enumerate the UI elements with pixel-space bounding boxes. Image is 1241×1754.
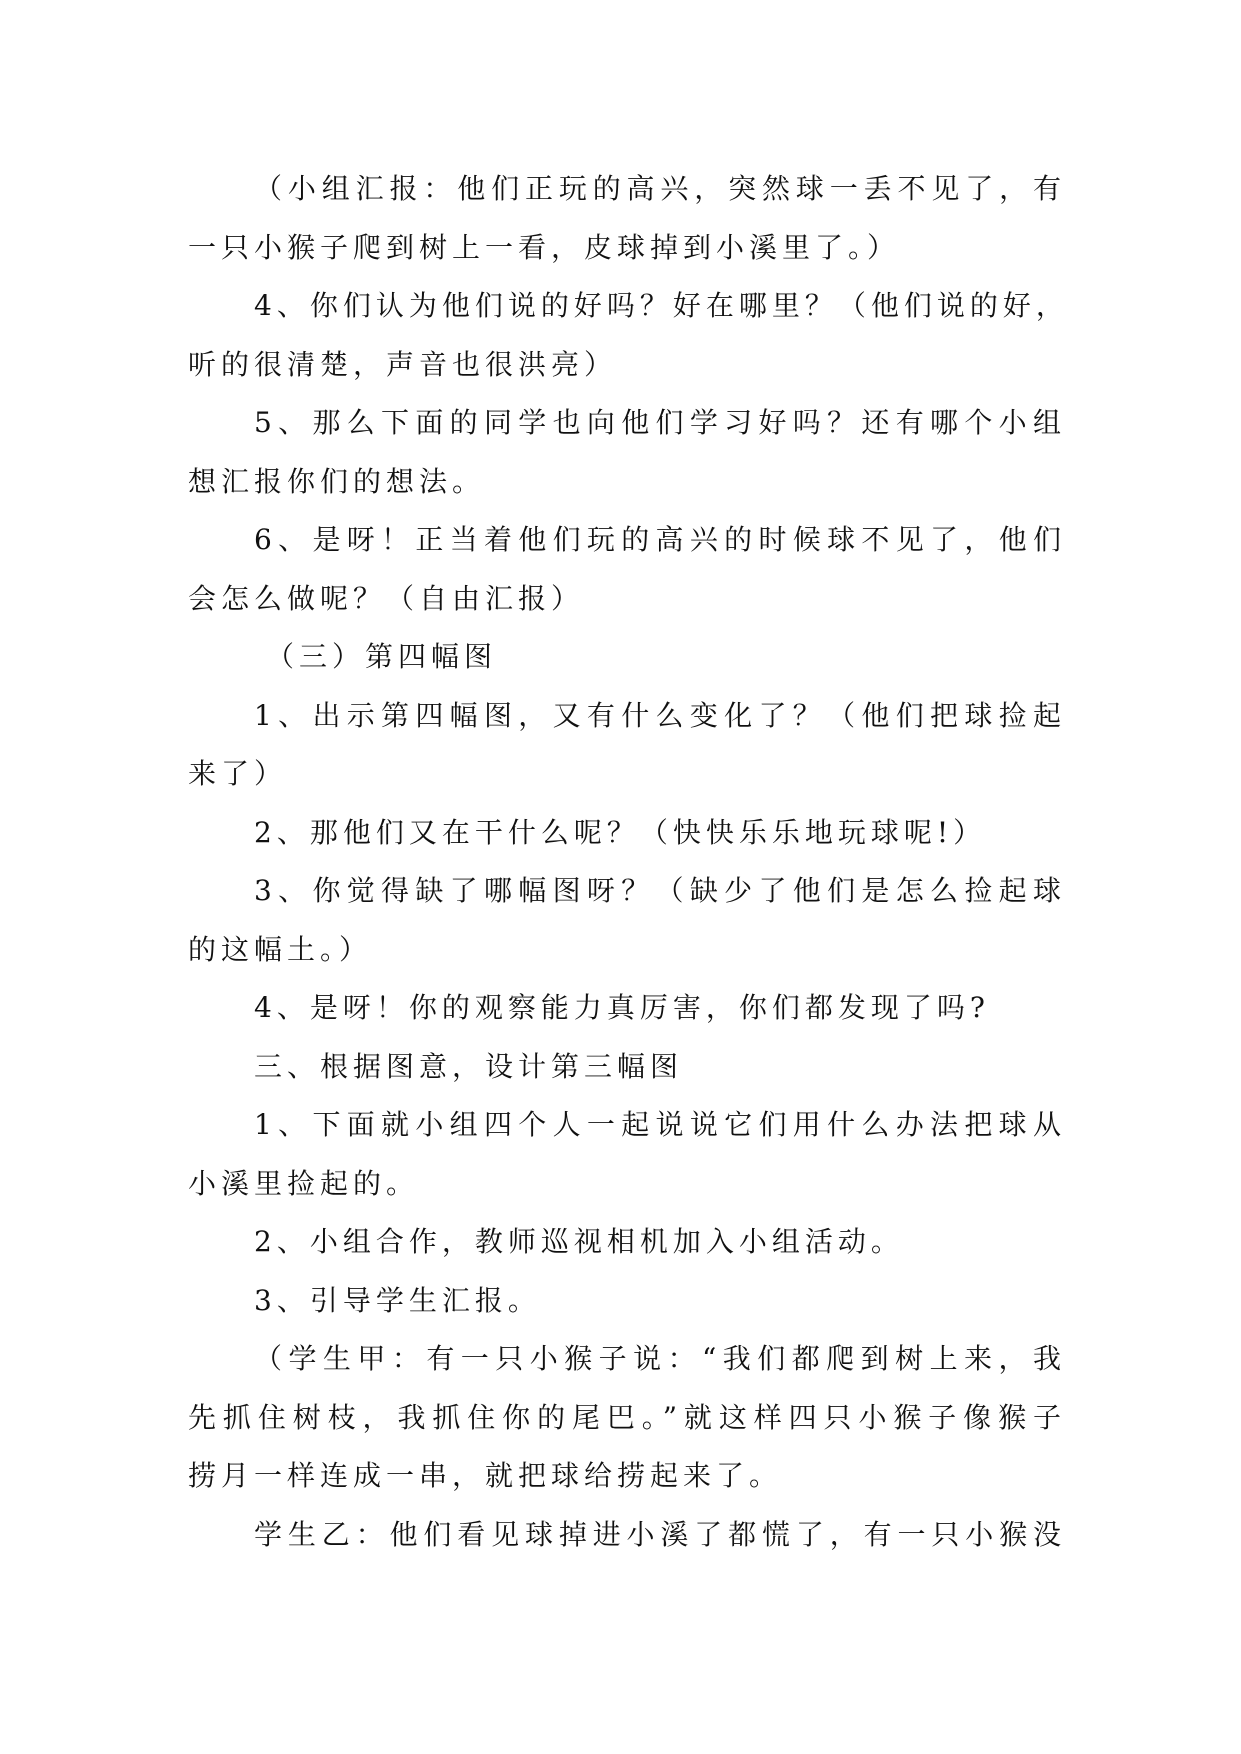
section-heading: 三、根据图意，设计第三幅图 bbox=[254, 1049, 684, 1083]
paragraph-line: 1、下面就小组四个人一起说说它们用什么办法把球从 bbox=[254, 1108, 1066, 1141]
paragraph-line: 6、是呀！正当着他们玩的高兴的时候球不见了，他们 bbox=[254, 523, 1066, 556]
paragraph-line: （学生甲：有一只小猴子说：“我们都爬到树上来，我 bbox=[254, 1342, 1066, 1375]
paragraph-line: 3、引导学生汇报。 bbox=[254, 1283, 541, 1317]
paragraph-line: 2、那他们又在干什么呢？（快快乐乐地玩球呢!） bbox=[254, 815, 987, 849]
paragraph-line: 想汇报你们的想法。 bbox=[188, 464, 486, 498]
paragraph-line: 会怎么做呢？（自由汇报） bbox=[188, 581, 585, 615]
paragraph-line: （小组汇报：他们正玩的高兴，突然球一丢不见了，有 bbox=[254, 172, 1066, 205]
paragraph-line: 5、那么下面的同学也向他们学习好吗？还有哪个小组 bbox=[254, 406, 1066, 439]
paragraph-line: 学生乙：他们看见球掉进小溪了都慌了，有一只小猴没 bbox=[254, 1517, 1066, 1551]
paragraph-line: 的这幅土。） bbox=[188, 932, 373, 966]
document-page bbox=[188, 160, 1069, 1564]
paragraph-line: 1、出示第四幅图，又有什么变化了？（他们把球捡起 bbox=[254, 698, 1066, 732]
paragraph-line: 4、是呀！你的观察能力真厉害，你们都发现了吗? bbox=[254, 991, 990, 1024]
paragraph-line: 2、小组合作，教师巡视相机加入小组活动。 bbox=[254, 1225, 904, 1258]
paragraph-line: 3、你觉得缺了哪幅图呀？（缺少了他们是怎么捡起球 bbox=[254, 874, 1066, 907]
paragraph-line: 先抓住树枝，我抓住你的尾巴。”就这样四只小猴子像猴子 bbox=[188, 1400, 1066, 1434]
paragraph-line: 来了） bbox=[188, 757, 288, 790]
paragraph-line: 听的很清楚，声音也很洪亮） bbox=[188, 347, 618, 381]
paragraph-line: 捞月一样连成一串，就把球给捞起来了。 bbox=[188, 1459, 783, 1492]
paragraph-line: 小溪里捡起的。 bbox=[188, 1166, 420, 1200]
paragraph-line: 4、你们认为他们说的好吗？好在哪里？（他们说的好， bbox=[254, 289, 1069, 322]
section-heading: （三）第四幅图 bbox=[266, 640, 498, 673]
paragraph-line: 一只小猴子爬到树上一看，皮球掉到小溪里了。） bbox=[188, 230, 901, 264]
